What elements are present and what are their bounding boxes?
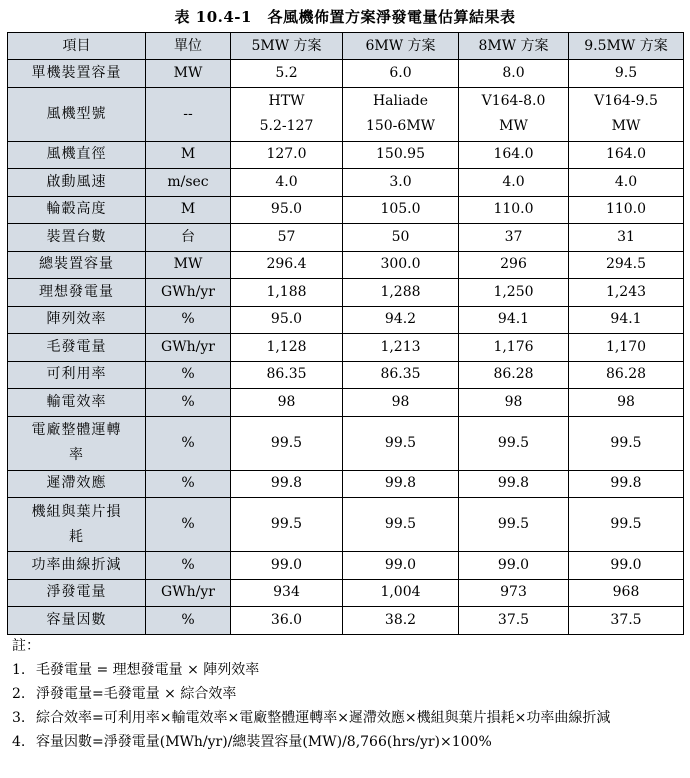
table-cell: 1,213 (343, 334, 459, 362)
row-unit: MW (146, 60, 231, 88)
note-text: 淨發電量=毛發電量 × 綜合效率 (36, 686, 237, 702)
row-unit: % (146, 306, 231, 334)
note-number: 1. (12, 662, 26, 678)
note-text: 毛發電量 = 理想發電量 × 陣列效率 (36, 662, 260, 678)
table-cell: V164-8.0 MW (459, 87, 569, 141)
table-cell: 1,250 (459, 279, 569, 307)
row-label: 淨發電量 (8, 579, 146, 607)
row-label: 風機直徑 (8, 141, 146, 169)
table-cell: 99.8 (343, 470, 459, 498)
column-header: 9.5MW 方案 (569, 33, 684, 60)
table-cell: 8.0 (459, 60, 569, 88)
notes-section (12, 636, 680, 756)
column-header: 5MW 方案 (231, 33, 343, 60)
table-cell: 99.0 (231, 552, 343, 580)
row-unit: % (146, 389, 231, 417)
table-cell: 99.5 (459, 416, 569, 470)
table-cell: 1,004 (343, 579, 459, 607)
row-unit: % (146, 498, 231, 552)
table-row (8, 279, 684, 307)
row-unit: 台 (146, 224, 231, 252)
table-cell: 1,188 (231, 279, 343, 307)
table-cell: V164-9.5 MW (569, 87, 684, 141)
row-unit: -- (146, 87, 231, 141)
table-row (8, 416, 684, 470)
table-cell: 99.5 (343, 498, 459, 552)
note-number: 2. (12, 686, 26, 702)
table-cell: 4.0 (459, 169, 569, 197)
table-row (8, 552, 684, 580)
table-cell: 94.1 (569, 306, 684, 334)
note-item (12, 708, 680, 729)
row-label: 可利用率 (8, 361, 146, 389)
row-label: 機組與葉片損 耗 (8, 498, 146, 552)
table-cell: 99.5 (231, 498, 343, 552)
table-cell: 296 (459, 251, 569, 279)
note-text: 綜合效率=可利用率×輸電效率×電廠整體運轉率×遲滯效應×機組與葉片損耗×功率曲線折減 (36, 710, 611, 726)
table-cell: 86.35 (343, 361, 459, 389)
row-unit: m/sec (146, 169, 231, 197)
table-cell: 31 (569, 224, 684, 252)
table-caption: 表 10.4-1 各風機佈置方案淨發電量估算結果表 (174, 8, 516, 26)
note-number: 3. (12, 710, 26, 726)
table-cell: 110.0 (459, 196, 569, 224)
note-item (12, 660, 680, 681)
row-label: 裝置台數 (8, 224, 146, 252)
table-cell: 164.0 (569, 141, 684, 169)
row-label: 理想發電量 (8, 279, 146, 307)
table-cell: 86.28 (569, 361, 684, 389)
table-row (8, 389, 684, 417)
note-item (12, 684, 680, 705)
row-label: 容量因數 (8, 607, 146, 635)
table-row (8, 224, 684, 252)
header-row (8, 33, 684, 60)
table-cell: 50 (343, 224, 459, 252)
table-cell: 99.0 (343, 552, 459, 580)
row-unit: MW (146, 251, 231, 279)
table-cell: 1,288 (343, 279, 459, 307)
notes-list (12, 660, 680, 753)
table-cell: 37.5 (569, 607, 684, 635)
results-table (7, 32, 684, 635)
row-unit: GWh/yr (146, 579, 231, 607)
table-cell: 98 (231, 389, 343, 417)
table-cell: 99.8 (459, 470, 569, 498)
table-header (8, 33, 684, 60)
table-cell: 973 (459, 579, 569, 607)
row-unit: M (146, 196, 231, 224)
table-row (8, 498, 684, 552)
row-label: 輪轂高度 (8, 196, 146, 224)
table-cell: 127.0 (231, 141, 343, 169)
table-cell: 1,170 (569, 334, 684, 362)
table-cell: 98 (459, 389, 569, 417)
table-cell: 38.2 (343, 607, 459, 635)
column-header: 項目 (8, 33, 146, 60)
note-item (12, 732, 680, 753)
table-row (8, 470, 684, 498)
column-header: 6MW 方案 (343, 33, 459, 60)
row-label: 陣列效率 (8, 306, 146, 334)
table-cell: 37.5 (459, 607, 569, 635)
table-cell: 968 (569, 579, 684, 607)
table-cell: Haliade 150-6MW (343, 87, 459, 141)
row-label: 風機型號 (8, 87, 146, 141)
row-unit: M (146, 141, 231, 169)
table-cell: 98 (569, 389, 684, 417)
table-row (8, 169, 684, 197)
table-row (8, 607, 684, 635)
table-cell: 57 (231, 224, 343, 252)
row-label: 毛發電量 (8, 334, 146, 362)
row-unit: % (146, 607, 231, 635)
table-cell: 294.5 (569, 251, 684, 279)
row-unit: % (146, 552, 231, 580)
table-cell: 934 (231, 579, 343, 607)
table-cell: 4.0 (231, 169, 343, 197)
column-header: 8MW 方案 (459, 33, 569, 60)
row-label: 功率曲線折減 (8, 552, 146, 580)
table-cell: 99.5 (569, 416, 684, 470)
row-label: 總裝置容量 (8, 251, 146, 279)
row-unit: % (146, 361, 231, 389)
table-cell: 6.0 (343, 60, 459, 88)
table-cell: 1,176 (459, 334, 569, 362)
column-header: 單位 (146, 33, 231, 60)
table-cell: 99.0 (459, 552, 569, 580)
table-body (8, 60, 684, 635)
table-cell: 99.8 (231, 470, 343, 498)
row-unit: GWh/yr (146, 279, 231, 307)
table-cell: 300.0 (343, 251, 459, 279)
table-cell: 9.5 (569, 60, 684, 88)
table-cell: 98 (343, 389, 459, 417)
row-label: 單機裝置容量 (8, 60, 146, 88)
table-cell: 99.5 (343, 416, 459, 470)
table-cell: 94.1 (459, 306, 569, 334)
table-cell: 99.0 (569, 552, 684, 580)
table-cell: 1,243 (569, 279, 684, 307)
table-cell: 1,128 (231, 334, 343, 362)
note-number: 4. (12, 734, 26, 750)
table-cell: 164.0 (459, 141, 569, 169)
table-cell: 296.4 (231, 251, 343, 279)
row-label: 啟動風速 (8, 169, 146, 197)
table-cell: HTW 5.2-127 (231, 87, 343, 141)
table-cell: 95.0 (231, 196, 343, 224)
table-cell: 94.2 (343, 306, 459, 334)
table-row (8, 306, 684, 334)
table-cell: 99.5 (569, 498, 684, 552)
table-cell: 99.5 (459, 498, 569, 552)
table-cell: 4.0 (569, 169, 684, 197)
table-row (8, 251, 684, 279)
row-unit: % (146, 470, 231, 498)
table-cell: 36.0 (231, 607, 343, 635)
table-row (8, 579, 684, 607)
row-label: 遲滯效應 (8, 470, 146, 498)
row-unit: % (146, 416, 231, 470)
row-unit: GWh/yr (146, 334, 231, 362)
table-cell: 99.5 (231, 416, 343, 470)
table-cell: 105.0 (343, 196, 459, 224)
table-row (8, 141, 684, 169)
table-cell: 86.35 (231, 361, 343, 389)
table-cell: 99.8 (569, 470, 684, 498)
table-cell: 86.28 (459, 361, 569, 389)
row-label: 電廠整體運轉 率 (8, 416, 146, 470)
row-label: 輸電效率 (8, 389, 146, 417)
table-row (8, 60, 684, 88)
table-cell: 37 (459, 224, 569, 252)
table-cell: 150.95 (343, 141, 459, 169)
table-cell: 110.0 (569, 196, 684, 224)
table-row (8, 87, 684, 141)
table-row (8, 196, 684, 224)
table-cell: 5.2 (231, 60, 343, 88)
table-cell: 3.0 (343, 169, 459, 197)
table-cell: 95.0 (231, 306, 343, 334)
table-row (8, 334, 684, 362)
table-row (8, 361, 684, 389)
note-text: 容量因數=淨發電量(MWh/yr)/總裝置容量(MW)/8,766(hrs/yr)×100% (36, 734, 492, 750)
notes-title: 註： (12, 638, 40, 654)
